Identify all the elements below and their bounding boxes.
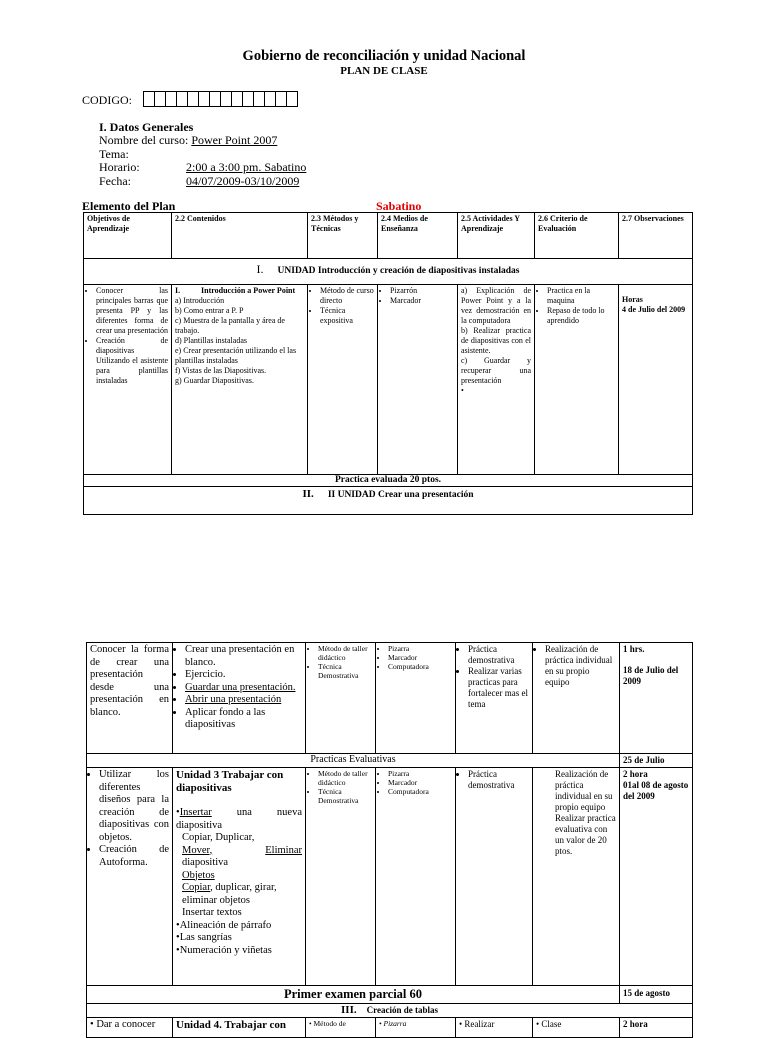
list-item: • Realización de práctica individual en su propio equipo: [545, 644, 616, 688]
list-item: • Método de taller didáctico: [318, 769, 372, 787]
table-row: [87, 1018, 693, 1038]
list-item: f) Vistas de las Diapositivas.: [175, 366, 267, 375]
list-item: • Creación de Autoforma.: [99, 844, 169, 869]
list-item: • Técnica Demostrativa: [318, 662, 372, 680]
datos-heading: I. Datos Generales: [99, 120, 194, 134]
practicas-row: [87, 754, 693, 768]
header-cell: 2.2 Contenidos: [172, 213, 308, 259]
actividades-cell: [456, 768, 533, 986]
criterio-cell: • Clase: [533, 1018, 620, 1038]
criterio-cell: Realización de práctica individual en su propio equipo Realizar practica evaluativa con un valor de 20 ptos.: [533, 768, 620, 986]
header-cell: 2.7 Observaciones: [619, 213, 693, 259]
header-cell: 2.5 Actividades Y Aprendizaje: [458, 213, 535, 259]
metodos-cell: [306, 768, 376, 986]
obs-fecha: 4 de Julio del 2009: [622, 305, 686, 314]
practica-row: [84, 475, 693, 487]
list-item: • Repaso de todo lo aprendido: [547, 306, 615, 326]
list-item: • Práctica demostrativa: [468, 644, 529, 666]
list-item: • Creación de diapositivas Utilizando el asistente para plantillas instaladas: [96, 336, 168, 386]
obs-fecha: 01al 08 de agosto del 2009: [623, 780, 689, 801]
observaciones-cell: [619, 285, 693, 475]
obs-horas: 1 hrs.: [623, 644, 645, 654]
medios-cell: [376, 643, 456, 754]
examen-fecha: 15 de agosto: [620, 986, 693, 1004]
criterio-cell: [535, 285, 619, 475]
list-item: • Aplicar fondo a las diapositivas: [185, 707, 302, 732]
metodos-cell: [306, 643, 376, 754]
page-subtitle: PLAN DE CLASE: [340, 65, 428, 77]
unit-title: I. UNIDAD Introducción y creación de diapositivas instaladas: [84, 259, 693, 285]
criterio-cell: [533, 643, 620, 754]
list-item: g) Guardar Diapositivas.: [175, 376, 254, 385]
list-item: Las sangrías: [179, 932, 232, 943]
actividades-cell: • Realizar: [456, 1018, 533, 1038]
page-title: Gobierno de reconciliación y unidad Nacional: [242, 48, 526, 64]
observaciones-cell: [620, 643, 693, 754]
header-cell: Objetivos de Aprendizaje: [84, 213, 172, 259]
list-item: • Computadora: [388, 787, 452, 796]
list-item: • Pizarra: [388, 769, 452, 778]
unit-row: [84, 259, 693, 285]
unit-row: [87, 1004, 693, 1018]
obs-horas: Horas: [622, 295, 643, 304]
objetivos-cell: [87, 768, 173, 986]
horario-label: Horario:: [99, 160, 140, 174]
list-item: • Técnica Demostrativa: [318, 787, 372, 805]
list-item: b) Realizar practica de diapositivas con el asistente.: [461, 326, 531, 355]
actividades-cell: [456, 643, 533, 754]
codigo-label: CODIGO:: [82, 93, 132, 107]
practicas-fecha: 25 de Julio: [620, 754, 693, 768]
curso-label: Nombre del curso:: [99, 133, 189, 147]
header-cell: 2.3 Métodos y Técnicas: [308, 213, 378, 259]
contenidos-cell: [173, 643, 306, 754]
list-item: • Computadora: [388, 662, 452, 671]
datos-generales: [99, 134, 306, 188]
actividades-cell: [458, 285, 535, 475]
objetivo-cell: Conocer la forma de crear una presentación desde una presentación en blanco.: [87, 643, 173, 754]
observaciones-cell: 2 hora: [620, 1018, 693, 1038]
list-item: • Práctica demostrativa: [468, 769, 529, 791]
table-row: [84, 285, 693, 475]
examen-row: [87, 986, 693, 1004]
list-item: c) Muestra de la pantalla y área de trabajo.: [175, 316, 285, 335]
curso-value: Power Point 2007: [191, 133, 278, 147]
medios-cell: [376, 768, 456, 986]
obs-fecha: 18 de Julio del 2009: [623, 665, 679, 686]
bullet-icon: •: [461, 386, 464, 395]
header-cell: 2.4 Medios de Enseñanza: [378, 213, 458, 259]
list-item: Alineación de párrafo: [179, 919, 272, 931]
table-row: [87, 768, 693, 986]
list-item: d) Plantillas instaladas: [175, 336, 247, 345]
list-item: • Conocer las principales barras que presenta PP y las diferentes forma de crear una presentación: [96, 286, 168, 336]
list-item: • Marcador: [388, 653, 452, 662]
list-item: a) Explicación de Power Point y a la vez demostración en la computadora: [461, 286, 531, 325]
list-item: • Guardar una presentación.: [185, 682, 302, 695]
list-item: • Marcador: [390, 296, 454, 306]
objetivos-cell: [84, 285, 172, 475]
fecha-value: 04/07/2009-03/10/2009: [186, 173, 300, 188]
list-item: • Practica en la maquina: [547, 286, 615, 306]
fecha-label: Fecha:: [99, 173, 131, 188]
list-item: • Ejercicio.: [185, 669, 302, 682]
obs-horas: 2 hora: [623, 769, 648, 779]
list-item: e) Crear presentación utilizando el las plantillas instaladas: [175, 346, 297, 365]
list-item: • Crear una presentación en blanco.: [185, 644, 302, 669]
contenidos-cell: Unidad 3 Trabajar con diapositivas •Insertar una nueva diapositiva Copiar, Duplicar, Mover, Eliminar diapositiva Objetos Copiar, duplicar, girar, eliminar objetos Insertar textos •Alineación de párrafo •Las sangrías •Numeración y viñetas: [173, 768, 306, 986]
header-cell: 2.6 Criterio de Evaluación: [535, 213, 619, 259]
tema-label: Tema:: [99, 146, 129, 161]
insertar-link: Insertar: [179, 807, 212, 818]
list-item: • Método de curso directo: [320, 286, 374, 306]
list-item: a) Introducción: [175, 296, 225, 305]
contenidos-cell: I. Introducción a Power Point a) Introducción b) Como entrar a P. P c) Muestra de la pantalla y área de trabajo. d) Plantillas instaladas e) Crear presentación utilizando el las plantillas instaladas f) Vistas de las Diapositivas. g) Guardar Diapositivas.: [172, 285, 308, 475]
unit-title: II. II UNIDAD Crear una presentación: [84, 487, 693, 515]
table-row: [87, 643, 693, 754]
list-item: • Técnica expositiva: [320, 306, 374, 326]
codigo-boxes[interactable]: [143, 91, 298, 107]
examen-label: Primer examen parcial 60: [87, 986, 620, 1004]
list-item: c) Guardar y recuperar una presentación: [461, 356, 531, 385]
medios-cell: • Pizarra: [376, 1018, 456, 1038]
plan-table-2: [86, 642, 693, 1038]
medios-cell: [378, 285, 458, 475]
list-item: b) Como entrar a P. P: [175, 306, 244, 315]
unit-row: [84, 487, 693, 515]
metodos-cell: • Método de: [306, 1018, 376, 1038]
metodos-cell: [308, 285, 378, 475]
contenidos-heading: Introducción a Power Point: [201, 286, 296, 295]
list-item: • Realizar varias practicas para fortalecer mas el tema: [468, 666, 529, 710]
unit-title: III. Creación de tablas: [87, 1004, 693, 1018]
list-item: Numeración y viñetas: [179, 944, 272, 956]
unit-heading: Unidad 3 Trabajar con diapositivas: [176, 769, 284, 794]
table-header-row: [84, 213, 693, 259]
plan-tag: Sabatino: [376, 199, 422, 213]
list-item: • Pizarrón: [390, 286, 454, 296]
observaciones-cell: [620, 768, 693, 986]
objetivo-cell: • Dar a conocer: [87, 1018, 173, 1038]
practicas-label: Practicas Evaluativas: [87, 754, 620, 768]
plan-label: Elemento del Plan: [82, 199, 176, 213]
horario-value: 2:00 a 3:00 pm. Sabatino: [186, 160, 307, 174]
list-item: • Utilizar los diferentes diseños para la creación de diapositivas con objetos.: [99, 769, 169, 844]
plan-table-1: [83, 212, 693, 515]
list-item: • Pizarra: [388, 644, 452, 653]
list-item: • Método de taller didáctico: [318, 644, 372, 662]
contenidos-cell: Unidad 4. Trabajar con: [173, 1018, 306, 1038]
practica-label: Practica evaluada 20 ptos.: [84, 475, 693, 487]
list-item: • Abrir una presentación: [185, 694, 302, 707]
list-item: • Marcador: [388, 778, 452, 787]
